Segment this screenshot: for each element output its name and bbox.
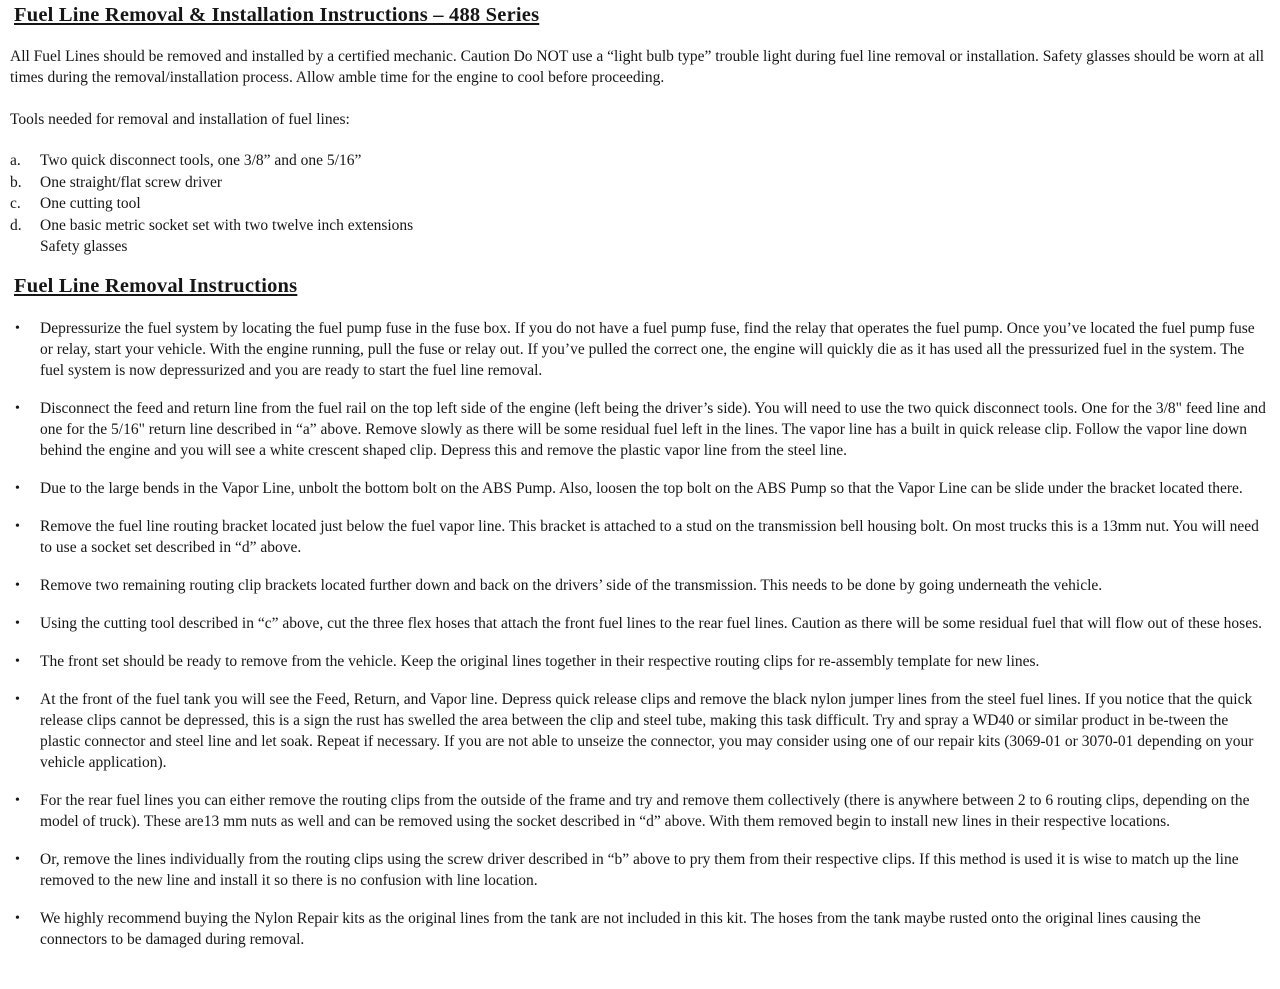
tool-item-text: One straight/flat screw driver — [40, 173, 223, 191]
instruction-depressurize — [10, 318, 1268, 381]
tool-item-marker: c. — [10, 195, 21, 213]
tool-item-d — [10, 215, 1268, 237]
instruction-text: The front set should be ready to remove from the vehicle. Keep the original lines together in their respective routing clips for re-assembly template for new lines. — [40, 652, 1040, 670]
tool-item-c — [10, 193, 1268, 215]
instruction-abs-pump-bolts — [10, 478, 1268, 499]
tool-item-marker: d. — [10, 216, 22, 234]
instruction-front-set-remove — [10, 651, 1268, 672]
section-title-removal-instructions: Fuel Line Removal Instructions — [14, 274, 298, 297]
tool-item-text: One cutting tool — [40, 195, 141, 213]
bullet-icon: • — [15, 518, 20, 534]
document-title: Fuel Line Removal & Installation Instructions – 488 Series — [14, 4, 540, 26]
instruction-routing-bracket — [10, 516, 1268, 558]
tool-item-marker: b. — [10, 173, 22, 191]
tools-list — [10, 150, 1268, 258]
bullet-icon: • — [15, 400, 20, 416]
instruction-disconnect-feed-return — [10, 398, 1268, 461]
instruction-remove-individually — [10, 849, 1268, 891]
tools-list-heading: Tools needed for removal and installation of fuel lines: — [10, 111, 350, 128]
instruction-text: Or, remove the lines individually from the routing clips using the screw driver described in “b” above to pry them from their respective clips. If this method is used it is wise to match up the line removed to the new line and install it so there is no confusion with line location. — [40, 850, 1239, 889]
bullet-icon: • — [15, 320, 20, 336]
bullet-icon: • — [15, 480, 20, 496]
instruction-text: Remove the fuel line routing bracket located just below the fuel vapor line. This bracket is attached to a stud on the transmission bell housing bolt. On most trucks this is a 13mm nut. You will need to use a socket set described in “d” above. — [40, 517, 1259, 556]
instruction-text: Depressurize the fuel system by locating the fuel pump fuse in the fuse box. If you do not have a fuel pump fuse, find the relay that operates the fuel pump. Once you’ve located the fuel pump fuse or relay, start your vehicle. With the engine running, pull the fuse or relay out. If you’ve pulled the correct one, the engine will quickly die as it has used all the pressurized fuel in the system. The fuel system is now depressurized and you are ready to start the fuel line removal. — [40, 319, 1255, 379]
bullet-icon: • — [15, 691, 20, 707]
intro-paragraph: All Fuel Lines should be removed and installed by a certified mechanic. Caution Do NOT use a “light bulb type” trouble light during fuel line removal or installation. Safety glasses should be worn at all times during the removal/installation process. Allow amble time for the engine to cool before proceeding. — [10, 48, 1265, 86]
bullet-icon: • — [15, 577, 20, 593]
tool-item-text: Safety glasses — [40, 238, 128, 256]
instruction-text: For the rear fuel lines you can either remove the routing clips from the outside of the frame and try and remove them collectively (there is anywhere between 2 to 6 routing clips, depending on the model of truck). These are13 mm nuts as well and can be removed using the socket described in “d” above. With them removed begin to install new lines in their respective locations. — [40, 791, 1250, 830]
tool-item-marker: a. — [10, 152, 21, 169]
bullet-icon: • — [15, 792, 20, 808]
instruction-rear-fuel-lines — [10, 790, 1268, 832]
instruction-text: Due to the large bends in the Vapor Line, unbolt the bottom bolt on the ABS Pump. Also, loosen the top bolt on the ABS Pump so that the Vapor Line can be slide under the bracket located there. — [40, 479, 1243, 497]
instruction-remaining-clip-brackets — [10, 575, 1268, 596]
bullet-icon: • — [15, 653, 20, 669]
instruction-text: At the front of the fuel tank you will see the Feed, Return, and Vapor line. Depress quick release clips and remove the black nylon jumper lines from the steel fuel lines. If you notice that the quick release clips cannot be depressed, this is a sign the rust has swelled the area between the clip and steel tube, making this task difficult. Try and spray a WD40 or similar product in be-tween the plastic connector and steel line and let soak. Repeat if necessary. If you are not able to unseize the connector, you may consider using one of our repair kits (3069-01 or 3070-01 depending on your vehicle application). — [40, 690, 1254, 771]
instruction-nylon-repair-kits — [10, 908, 1268, 950]
instruction-text: We highly recommend buying the Nylon Repair kits as the original lines from the tank are not included in this kit. The hoses from the tank maybe rusted onto the original lines causing the connectors to be damaged during removal. — [40, 909, 1201, 948]
tool-item-marker — [10, 236, 40, 258]
tool-item-text: Two quick disconnect tools, one 3/8” and one 5/16” — [40, 152, 362, 169]
instruction-text: Disconnect the feed and return line from the fuel rail on the top left side of the engine (left being the driver’s side). You will need to use the two quick disconnect tools. One for the 3/8" feed line and one for the 5/16" return line described in “a” above. Remove slowly as there will be some residual fuel left in the lines. The vapor line has a built in quick release clip. Follow the vapor line down behind the engine and you will see a white crescent shaped clip. Depress this and remove the plastic vapor line from the steel line. — [40, 399, 1266, 459]
tool-item-b — [10, 172, 1268, 194]
bullet-icon: • — [15, 851, 20, 867]
instruction-fuel-tank-lines — [10, 689, 1268, 773]
bullet-icon: • — [15, 615, 20, 631]
instruction-cut-flex-hoses — [10, 613, 1268, 634]
tool-item-safety-glasses — [10, 236, 1268, 258]
tool-item-text: One basic metric socket set with two twelve inch extensions — [40, 216, 414, 234]
bullet-icon: • — [15, 910, 20, 926]
instruction-text: Remove two remaining routing clip brackets located further down and back on the drivers’ side of the transmission. This needs to be done by going underneath the vehicle. — [40, 576, 1103, 594]
removal-instructions-list — [10, 318, 1268, 950]
tool-item-a — [10, 150, 1268, 172]
instruction-text: Using the cutting tool described in “c” above, cut the three flex hoses that attach the front fuel lines to the rear fuel lines. Caution as there will be some residual fuel that will flow out of these hoses. — [40, 614, 1262, 632]
